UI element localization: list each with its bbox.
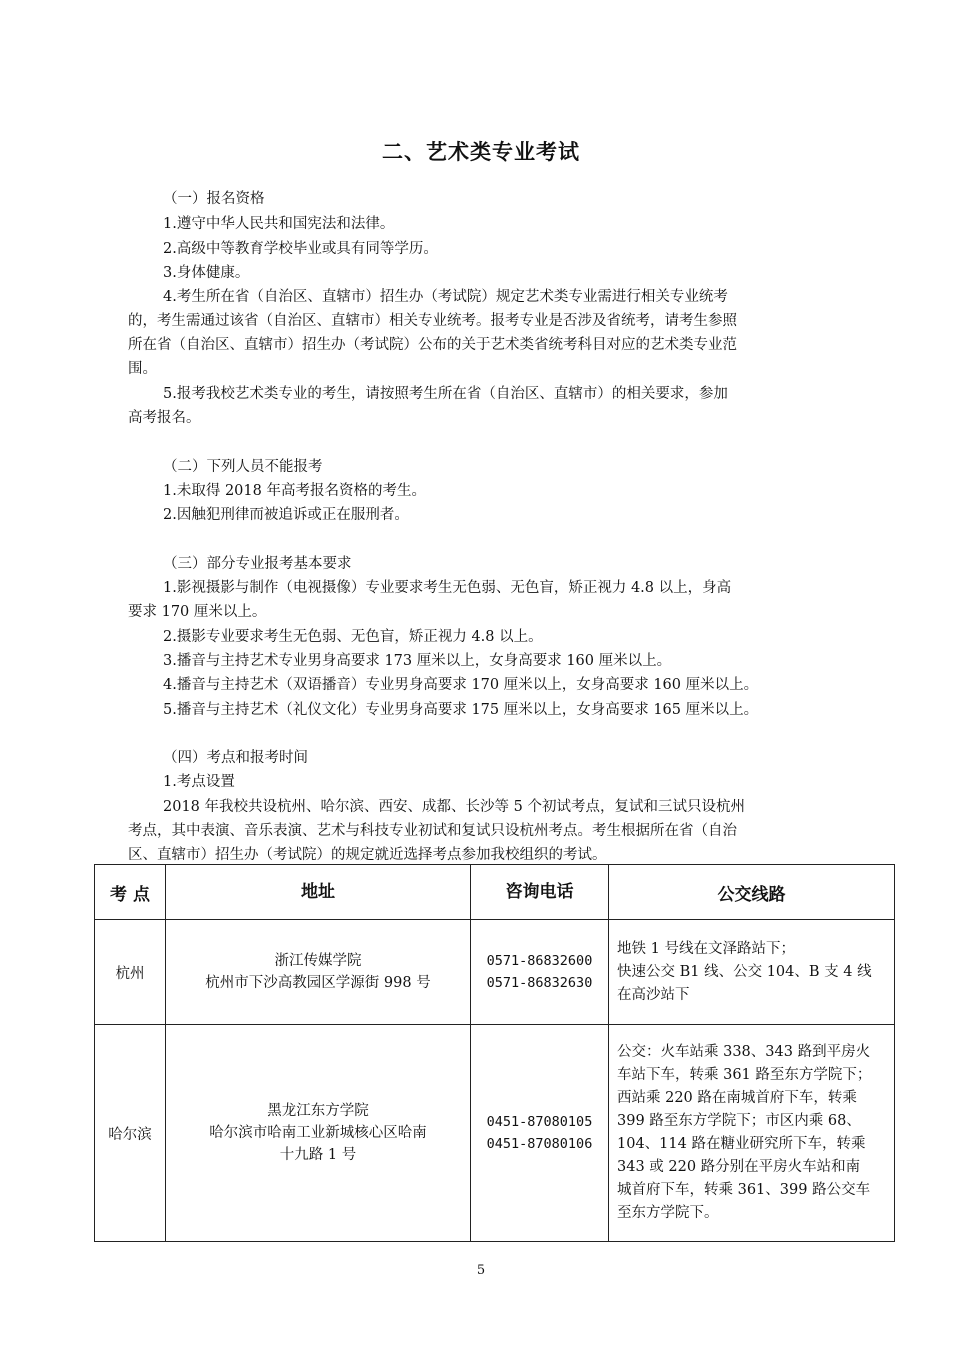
paragraph-line: 区、直辖市）招生办（考试院）的规定就近选择考点参加我校组织的考试。: [128, 847, 607, 863]
table-row: [95, 920, 895, 1025]
paragraph-line: 1.影视摄影与制作（电视摄像）专业要求考生无色弱、无色盲，矫正视力 4.8 以上，身高: [163, 580, 732, 596]
address-cell: [166, 920, 471, 1025]
paragraph-line: 4.播音与主持艺术（双语播音）专业男身高要求 170 厘米以上，女身高要求 160 厘米以上。: [163, 677, 759, 693]
bus-line: 104、114 路在糖业研究所下车，转乘: [617, 1136, 866, 1152]
paragraph-line: 2.摄影专业要求考生无色弱、无色盲，矫正视力 4.8 以上。: [163, 629, 543, 645]
phone-number: 0451-87080105: [486, 1114, 593, 1130]
address-cell: [166, 1025, 471, 1242]
phone-cell: [471, 920, 609, 1025]
bus-line: 车站下车，转乘 361 路至东方学院下；: [617, 1067, 872, 1083]
paragraph-line: 3.身体健康。: [163, 265, 250, 281]
header-bus: 公交线路: [609, 865, 895, 920]
page-number: 5: [476, 1263, 486, 1278]
section-heading-requirements: （三）部分专业报考基本要求: [163, 556, 352, 572]
site-cell: 哈尔滨: [95, 1025, 166, 1242]
paragraph-line: 1.遵守中华人民共和国宪法和法律。: [163, 216, 395, 232]
exam-sites-table: [94, 864, 895, 1242]
phone-number: 0571-86832630: [486, 975, 593, 991]
bus-line: 公交：火车站乘 338、343 路到平房火: [617, 1044, 871, 1060]
subsection-heading: 1.考点设置: [163, 774, 235, 790]
header-phone: 咨询电话: [471, 865, 609, 920]
address-line: 浙江传媒学院: [274, 953, 362, 969]
phone-cell: [471, 1025, 609, 1242]
header-address: 地址: [166, 865, 471, 920]
bus-line: 在高沙站下: [617, 986, 690, 1003]
bus-line: 地铁 1 号线在文泽路站下；: [617, 940, 795, 957]
paragraph-line: 围。: [128, 361, 157, 377]
paragraph-line: 5.播音与主持艺术（礼仪文化）专业男身高要求 175 厘米以上，女身高要求 165 厘米以上。: [163, 702, 759, 718]
site-cell: 杭州: [95, 920, 166, 1025]
section-heading-eligibility: （一）报名资格: [163, 191, 265, 207]
address-line: 十九路 1 号: [279, 1147, 357, 1163]
table-header-row: [95, 865, 895, 920]
phone-number: 0571-86832600: [486, 953, 593, 969]
address-line: 哈尔滨市哈南工业新城核心区哈南: [209, 1125, 427, 1141]
bus-line: 快速公交 B1 线、公交 104、B 支 4 线: [617, 963, 872, 980]
paragraph-line: 3.播音与主持艺术专业男身高要求 173 厘米以上，女身高要求 160 厘米以上。: [163, 653, 672, 669]
bus-line: 至东方学院下。: [617, 1205, 719, 1221]
address-line: 黑龙江东方学院: [267, 1103, 369, 1119]
paragraph-line: 2.因触犯刑律而被追诉或正在服刑者。: [163, 507, 409, 523]
bus-line: 399 路至东方学院下；市区内乘 68、: [617, 1113, 861, 1129]
paragraph-line: 的，考生需通过该省（自治区、直辖市）相关专业统考。报考专业是否涉及省统考，请考生参照: [128, 313, 737, 329]
paragraph-line: 考点，其中表演、音乐表演、艺术与科技专业初试和复试只设杭州考点。考生根据所在省（自治: [128, 823, 737, 839]
bus-line: 343 或 220 路分别在平房火车站和南: [617, 1159, 861, 1175]
paragraph-line: 2.高级中等教育学校毕业或具有同等学历。: [163, 241, 438, 257]
phone-number: 0451-87080106: [486, 1136, 593, 1152]
header-site: 考 点: [95, 865, 166, 920]
paragraph-line: 4.考生所在省（自治区、直辖市）招生办（考试院）规定艺术类专业需进行相关专业统考: [163, 289, 728, 305]
table-row: [95, 1025, 895, 1242]
section-heading-exam-sites: （四）考点和报考时间: [163, 750, 308, 766]
paragraph-line: 2018 年我校共设杭州、哈尔滨、西安、成都、长沙等 5 个初试考点，复试和三试只设杭州: [163, 799, 745, 815]
address-line: 杭州市下沙高教园区学源街 998 号: [205, 975, 431, 991]
page-title: 二、艺术类专业考试: [382, 140, 580, 164]
bus-line: 西站乘 220 路在南城首府下车，转乘: [617, 1090, 857, 1106]
paragraph-line: 5.报考我校艺术类专业的考生，请按照考生所在省（自治区、直辖市）的相关要求，参加: [163, 386, 728, 402]
paragraph-line: 所在省（自治区、直辖市）招生办（考试院）公布的关于艺术类省统考科目对应的艺术类专业范: [128, 337, 737, 353]
bus-cell: [609, 920, 895, 1025]
bus-line: 城首府下车，转乘 361、399 路公交车: [617, 1182, 871, 1198]
bus-cell: [609, 1025, 895, 1242]
paragraph-line: 要求 170 厘米以上。: [128, 604, 267, 620]
section-heading-ineligible: （二）下列人员不能报考: [163, 459, 323, 475]
paragraph-line: 1.未取得 2018 年高考报名资格的考生。: [163, 483, 426, 499]
paragraph-line: 高考报名。: [128, 410, 201, 426]
